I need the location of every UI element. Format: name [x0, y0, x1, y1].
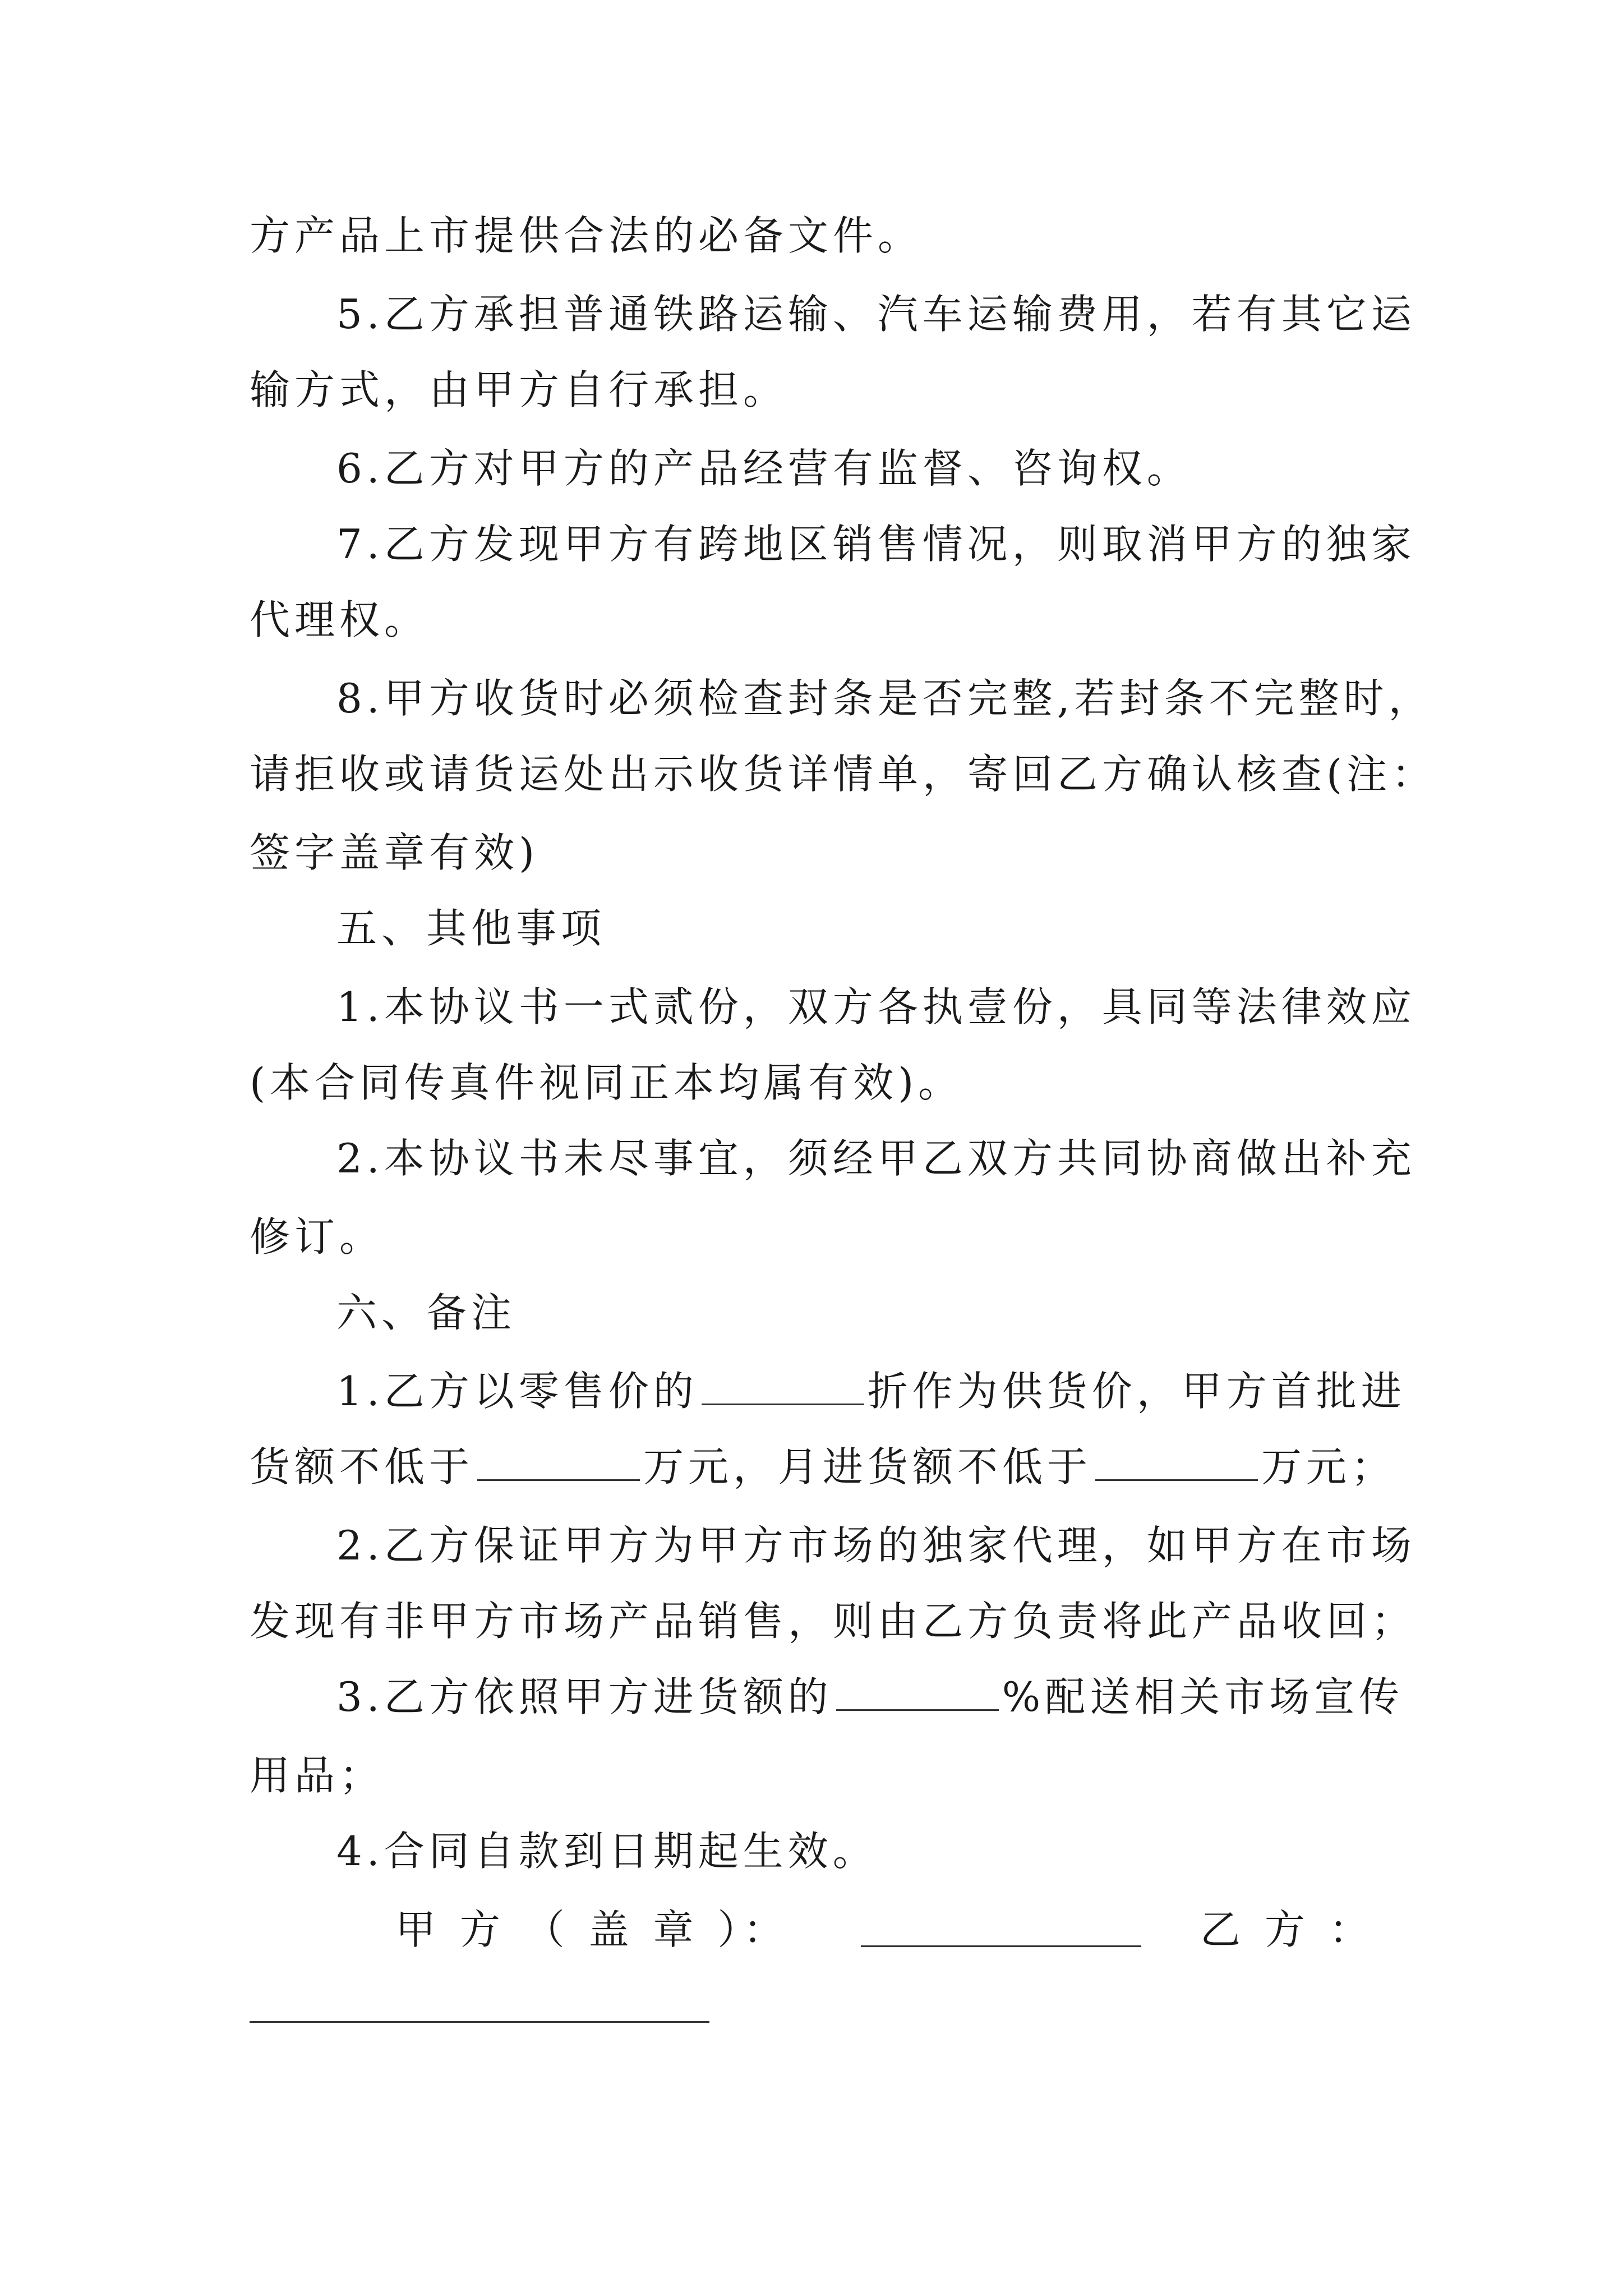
clause-7-line-2: 代理权。: [250, 596, 430, 643]
promo-percent-blank[interactable]: [836, 1676, 999, 1711]
remark-1-text-a: 1.乙方以零售价的: [336, 1368, 698, 1415]
remark-1-text-e: 万元；: [1261, 1443, 1396, 1490]
remark-1-line-2: [250, 1439, 1396, 1495]
clause-8-line-2: 请拒收或请货运处出示收货详情单，寄回乙方确认核查(注：: [250, 751, 1437, 798]
party-b-label: 乙 方 ：: [1200, 1906, 1375, 1953]
remark-3-text-b: %配送相关市场宣传: [1002, 1673, 1404, 1720]
remark-3-line-1: [336, 1669, 1404, 1725]
party-b-signature-blank[interactable]: [250, 2019, 709, 2023]
remark-3-text-a: 3.乙方依照甲方进货额的: [336, 1673, 833, 1720]
text-line: 方产品上市提供合法的必备文件。: [250, 212, 923, 259]
remark-1-text-d: 万元，月进货额不低于: [643, 1443, 1092, 1490]
party-a-signature-blank[interactable]: [861, 1944, 1141, 1947]
first-order-amount-blank[interactable]: [477, 1446, 640, 1481]
discount-blank[interactable]: [702, 1370, 864, 1405]
other-2-line-2: 修订。: [250, 1213, 385, 1260]
remark-4: 4.合同自款到日期起生效。: [336, 1828, 878, 1875]
other-1-line-2: (本合同传真件视同正本均属有效)。: [250, 1059, 963, 1106]
other-1-line-1: 1.本协议书一式贰份，双方各执壹份，具同等法律效应: [336, 983, 1416, 1030]
section-heading-other-matters: 五、其他事项: [336, 905, 606, 952]
clause-8-line-1: 8.甲方收货时必须检查封条是否完整,若封条不完整时，: [336, 675, 1433, 722]
remark-1-text-c: 货额不低于: [250, 1443, 474, 1490]
remark-1-text-b: 折作为供货价，甲方首批进: [867, 1368, 1406, 1415]
clause-7-line-1: 7.乙方发现甲方有跨地区销售情况，则取消甲方的独家: [336, 521, 1416, 568]
clause-8-line-3: 签字盖章有效): [250, 829, 540, 876]
clause-5-line-1: 5.乙方承担普通铁路运输、汽车运输费用，若有其它运: [336, 291, 1416, 338]
party-a-seal-label: 甲 方 （ 盖 章 ）：: [395, 1906, 790, 1953]
section-heading-remarks: 六、备注: [336, 1289, 517, 1336]
remark-3-line-2: 用品；: [250, 1752, 385, 1799]
monthly-amount-blank[interactable]: [1095, 1446, 1258, 1481]
remark-1-line-1: [336, 1363, 1406, 1419]
clause-5-line-2: 输方式，由甲方自行承担。: [250, 366, 789, 413]
other-2-line-1: 2.本协议书未尽事宜，须经甲乙双方共同协商做出补充: [336, 1135, 1416, 1182]
clause-6: 6.乙方对甲方的产品经营有监督、咨询权。: [336, 445, 1192, 492]
remark-2-line-1: 2.乙方保证甲方为甲方市场的独家代理，如甲方在市场: [336, 1522, 1416, 1569]
remark-2-line-2: 发现有非甲方市场产品销售，则由乙方负责将此产品收回；: [250, 1598, 1417, 1645]
